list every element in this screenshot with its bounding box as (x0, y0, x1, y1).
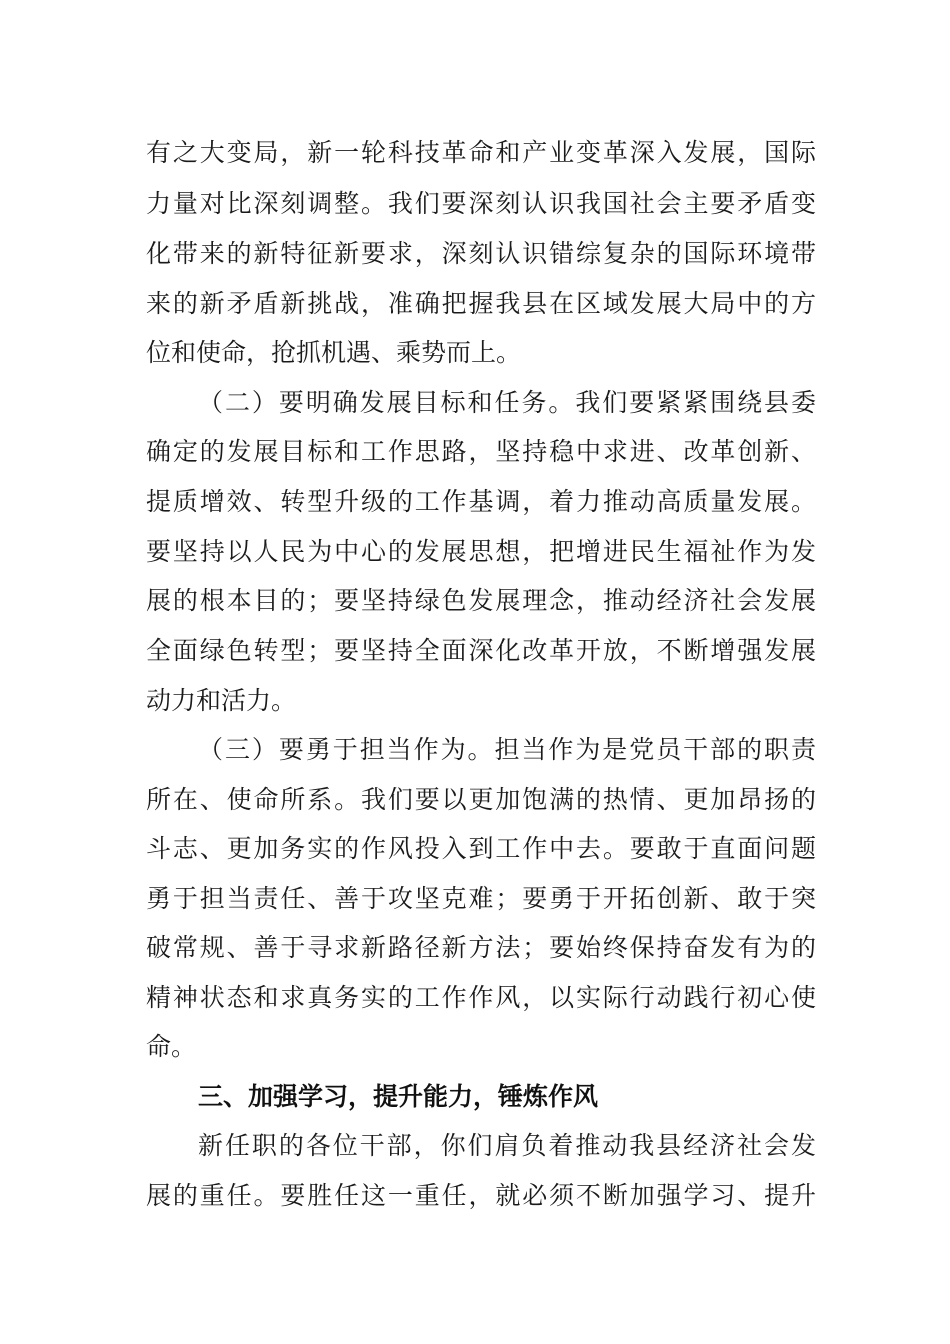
text-line: 要坚持以人民为中心的发展思想，把增进民生福祉作为发 (146, 537, 816, 566)
section-heading: 三、加强学习，提升能力，锤炼作风 (198, 1082, 599, 1111)
text-line: 勇于担当责任、善于攻坚克难；要勇于开拓创新、敢于突 (146, 884, 816, 913)
paragraph-start-line: （二）要明确发展目标和任务。我们要紧紧围绕县委 (198, 388, 816, 417)
paragraph-start-line: （三）要勇于担当作为。担当作为是党员干部的职责 (198, 735, 816, 764)
text-line: 有之大变局，新一轮科技革命和产业变革深入发展，国际 (146, 138, 816, 167)
text-line: 化带来的新特征新要求，深刻认识错综复杂的国际环境带 (146, 239, 816, 268)
text-line: 提质增效、转型升级的工作基调，着力推动高质量发展。 (146, 487, 816, 516)
paragraph-start-line: 新任职的各位干部，你们肩负着推动我县经济社会发 (198, 1131, 816, 1160)
text-line: 来的新矛盾新挑战，准确把握我县在区域发展大局中的方 (146, 289, 816, 318)
text-line: 斗志、更加务实的作风投入到工作中去。要敢于直面问题 (146, 834, 816, 863)
text-line: 动力和活力。 (146, 686, 297, 715)
text-line: 力量对比深刻调整。我们要深刻认识我国社会主要矛盾变 (146, 189, 816, 218)
text-line: 展的重任。要胜任这一重任，就必须不断加强学习、提升 (146, 1181, 816, 1210)
text-line: 命。 (146, 1032, 197, 1061)
text-line: 精神状态和求真务实的工作作风，以实际行动践行初心使 (146, 983, 816, 1012)
text-line: 所在、使命所系。我们要以更加饱满的热情、更加昂扬的 (146, 785, 816, 814)
text-line: 破常规、善于寻求新路径新方法；要始终保持奋发有为的 (146, 933, 816, 962)
text-line: 展的根本目的；要坚持绿色发展理念，推动经济社会发展 (146, 586, 816, 615)
text-line: 位和使命，抢抓机遇、乘势而上。 (146, 338, 522, 367)
text-line: 确定的发展目标和工作思路，坚持稳中求进、改革创新、 (146, 437, 816, 466)
text-line: 全面绿色转型；要坚持全面深化改革开放，不断增强发展 (146, 636, 816, 665)
